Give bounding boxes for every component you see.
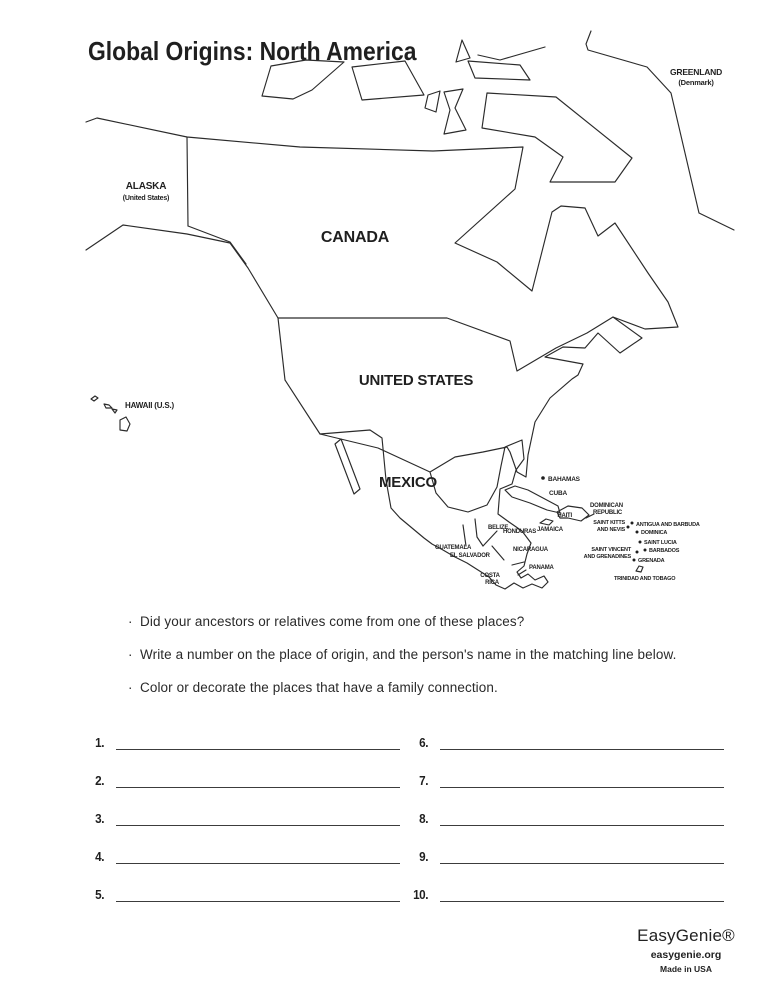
barbados-label: BARBADOS [649, 548, 680, 554]
mexico-label: MEXICO [379, 474, 437, 491]
mexico-guatemala-border [463, 525, 466, 546]
el-salvador-label: EL SALVADOR [450, 553, 490, 559]
answer-row-8 [402, 812, 724, 826]
baffin-island[interactable] [482, 93, 632, 182]
panama-label: PANAMA [529, 565, 554, 571]
answer-line-10[interactable] [440, 888, 724, 902]
footer [616, 926, 756, 974]
bullet: · [128, 614, 133, 629]
answer-line-9[interactable] [440, 850, 724, 864]
answer-number: 4. [95, 849, 104, 864]
instructions [128, 612, 688, 711]
answer-line-3[interactable] [116, 812, 400, 826]
alaska-sublabel: (United States) [122, 195, 170, 202]
costa-rica-label-1: COSTA [480, 573, 500, 579]
trinidad-label: TRINIDAD AND TOBAGO [614, 576, 676, 582]
arctic-island-2[interactable] [352, 61, 424, 100]
brand-website: easygenie.org [650, 949, 722, 961]
made-in-label: Made in USA [660, 964, 712, 974]
hawaii-label: HAWAII (U.S.) [125, 401, 174, 410]
alaska-label: ALASKA [125, 181, 167, 192]
answer-line-4[interactable] [116, 850, 400, 864]
answer-number: 5. [95, 887, 104, 902]
guatemala-honduras-border [483, 531, 497, 546]
grenada-dot [633, 559, 636, 562]
hawaii-islet-2 [104, 404, 112, 408]
barbados-dot [644, 549, 647, 552]
mainland-outline[interactable] [86, 118, 678, 589]
answer-number: 2. [95, 773, 104, 788]
answer-line-2[interactable] [116, 774, 400, 788]
nicaragua-label: NICARAGUA [513, 547, 548, 553]
hawaii-islet-1 [91, 396, 98, 401]
saint-kitts-dot [627, 526, 630, 529]
dominica-label: DOMINICA [641, 530, 668, 536]
answer-line-7[interactable] [440, 774, 724, 788]
instruction-item [128, 678, 688, 697]
trinidad-island[interactable] [636, 566, 643, 572]
saint-lucia-dot [639, 541, 642, 544]
arctic-island-6 [478, 47, 545, 60]
bahamas-label: BAHAMAS [548, 476, 580, 483]
antigua-label: ANTIGUA AND BARBUDA [636, 522, 700, 528]
jamaica-island[interactable] [540, 519, 553, 525]
answer-line-6[interactable] [440, 736, 724, 750]
bullet: · [128, 647, 133, 662]
alaska-canada-border [187, 137, 188, 226]
answer-column-left [78, 736, 400, 926]
nicaragua-costa-rica-border [512, 562, 524, 565]
grenada-label: GRENADA [638, 558, 665, 564]
arctic-island-3[interactable] [425, 91, 440, 112]
hawaii-big-island[interactable] [120, 417, 130, 431]
cuba-label: CUBA [549, 490, 567, 497]
honduras-nicaragua-border [492, 546, 504, 560]
belize-label: BELIZE [488, 525, 509, 531]
dominican-republic-label-1: DOMINICAN [590, 503, 623, 509]
answer-number: 6. [419, 735, 428, 750]
baja-california[interactable] [335, 439, 360, 494]
answer-line-8[interactable] [440, 812, 724, 826]
answer-row-1 [78, 736, 400, 750]
saint-vincent-label-1: SAINT VINCENT [591, 547, 631, 553]
instruction-item [128, 645, 688, 664]
answer-line-1[interactable] [116, 736, 400, 750]
arctic-island-4[interactable] [444, 89, 466, 134]
dominican-republic-label-2: REPUBLIC [593, 510, 623, 516]
brand-logo: EasyGenie® [637, 926, 735, 945]
answer-number: 9. [419, 849, 428, 864]
instruction-item [128, 612, 688, 631]
united-states-label: UNITED STATES [358, 372, 474, 389]
answer-line-5[interactable] [116, 888, 400, 902]
answer-column-right [402, 736, 724, 926]
instruction-text: Did your ancestors or relatives come from one of these places? [140, 614, 525, 629]
answer-row-6 [402, 736, 724, 750]
saint-kitts-label-1: SAINT KITTS [593, 520, 625, 526]
us-mexico-border [320, 434, 430, 472]
dominica-dot [636, 531, 639, 534]
answer-row-5 [78, 888, 400, 902]
answer-number: 10. [413, 887, 428, 902]
saint-vincent-label-2: AND GRENADINES [583, 554, 631, 560]
us-canada-border [278, 317, 613, 371]
bahamas-dot [541, 476, 545, 480]
costa-rica-label-2: RICA [485, 580, 499, 586]
bullet: · [128, 680, 133, 695]
canada-label: CANADA [320, 229, 390, 246]
antigua-dot [631, 522, 634, 525]
answer-row-7 [402, 774, 724, 788]
guatemala-label: GUATEMALA [435, 545, 472, 551]
greenland-coast[interactable] [586, 31, 734, 230]
answer-row-3 [78, 812, 400, 826]
answer-row-9 [402, 850, 724, 864]
answer-row-10 [402, 888, 724, 902]
hawaii-islet-3 [112, 409, 117, 413]
instruction-text: Write a number on the place of origin, and the person's name in the matching line below. [140, 647, 677, 662]
arctic-island-5[interactable] [456, 40, 470, 62]
page-title: Global Origins: North America [88, 36, 417, 66]
jamaica-label: JAMAICA [537, 527, 563, 533]
belize-border [475, 519, 483, 546]
arctic-island-7[interactable] [468, 61, 530, 80]
saint-vincent-dot [636, 551, 639, 554]
instruction-text: Color or decorate the places that have a family connection. [140, 680, 498, 695]
saint-lucia-label: SAINT LUCIA [644, 540, 677, 546]
greenland-label: GREENLAND [669, 67, 723, 77]
answer-row-4 [78, 850, 400, 864]
answer-number: 8. [419, 811, 428, 826]
answer-number: 3. [95, 811, 104, 826]
alaska-panhandle-edge [188, 226, 246, 264]
greenland-sublabel: (Denmark) [678, 78, 714, 87]
arctic-island-1[interactable] [262, 60, 344, 99]
haiti-label: HAITI [557, 513, 572, 519]
honduras-label: HONDURAS [503, 529, 537, 535]
answer-number: 7. [419, 773, 428, 788]
answer-row-2 [78, 774, 400, 788]
saint-kitts-label-2: AND NEVIS [596, 527, 625, 533]
answer-number: 1. [95, 735, 104, 750]
